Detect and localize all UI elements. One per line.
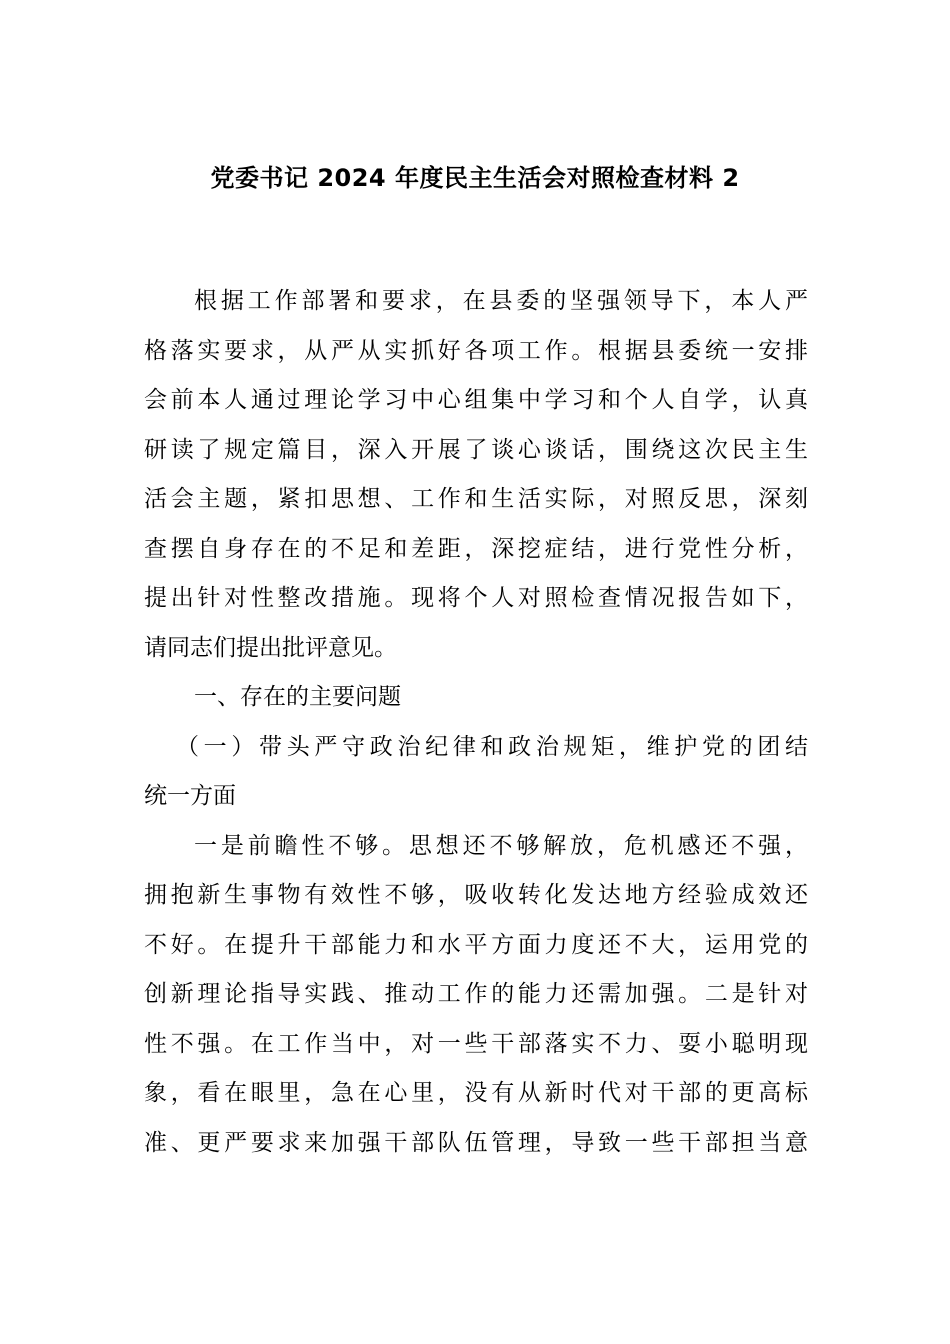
body-line: 活会主题，紧扣思想、工作和生活实际，对照反思，深刻 <box>144 486 808 512</box>
body-line: 不好。在提升干部能力和水平方面力度还不大，运用党的 <box>144 931 808 958</box>
subsection-heading: （一）带头严守政治纪律和政治规矩，维护党的团结 <box>176 733 808 760</box>
body-line: 根据工作部署和要求，在县委的坚强领导下，本人严 <box>194 288 808 314</box>
body-line: 会前本人通过理论学习中心组集中学习和个人自学，认真 <box>144 387 808 413</box>
body-line: 请同志们提出批评意见。 <box>144 634 397 661</box>
body-line: 性不强。在工作当中，对一些干部落实不力、耍小聪明现 <box>144 1030 808 1057</box>
body-line: 准、更严要求来加强干部队伍管理，导致一些干部担当意 <box>144 1129 808 1156</box>
document-title: 党委书记 2024 年度民主生活会对照检查材料 2 <box>210 164 740 192</box>
body-line: 拥抱新生事物有效性不够，吸收转化发达地方经验成效还 <box>144 882 808 908</box>
body-line: 查摆自身存在的不足和差距，深挖症结，进行党性分析， <box>144 535 808 562</box>
subsection-heading-continued: 统一方面 <box>144 783 236 809</box>
body-line: 格落实要求，从严从实抓好各项工作。根据县委统一安排 <box>144 337 808 364</box>
document-body <box>144 277 808 1168</box>
body-line: 提出针对性整改措施。现将个人对照检查情况报告如下， <box>144 585 808 611</box>
body-line: 创新理论指导实践、推动工作的能力还需加强。二是针对 <box>144 981 808 1007</box>
body-line: 象，看在眼里，急在心里，没有从新时代对干部的更高标 <box>144 1080 808 1106</box>
section-heading: 一、存在的主要问题 <box>194 684 401 710</box>
body-line: 一是前瞻性不够。思想还不够解放，危机感还不强， <box>194 832 808 859</box>
body-line: 研读了规定篇目，深入开展了谈心谈话，围绕这次民主生 <box>144 436 808 463</box>
